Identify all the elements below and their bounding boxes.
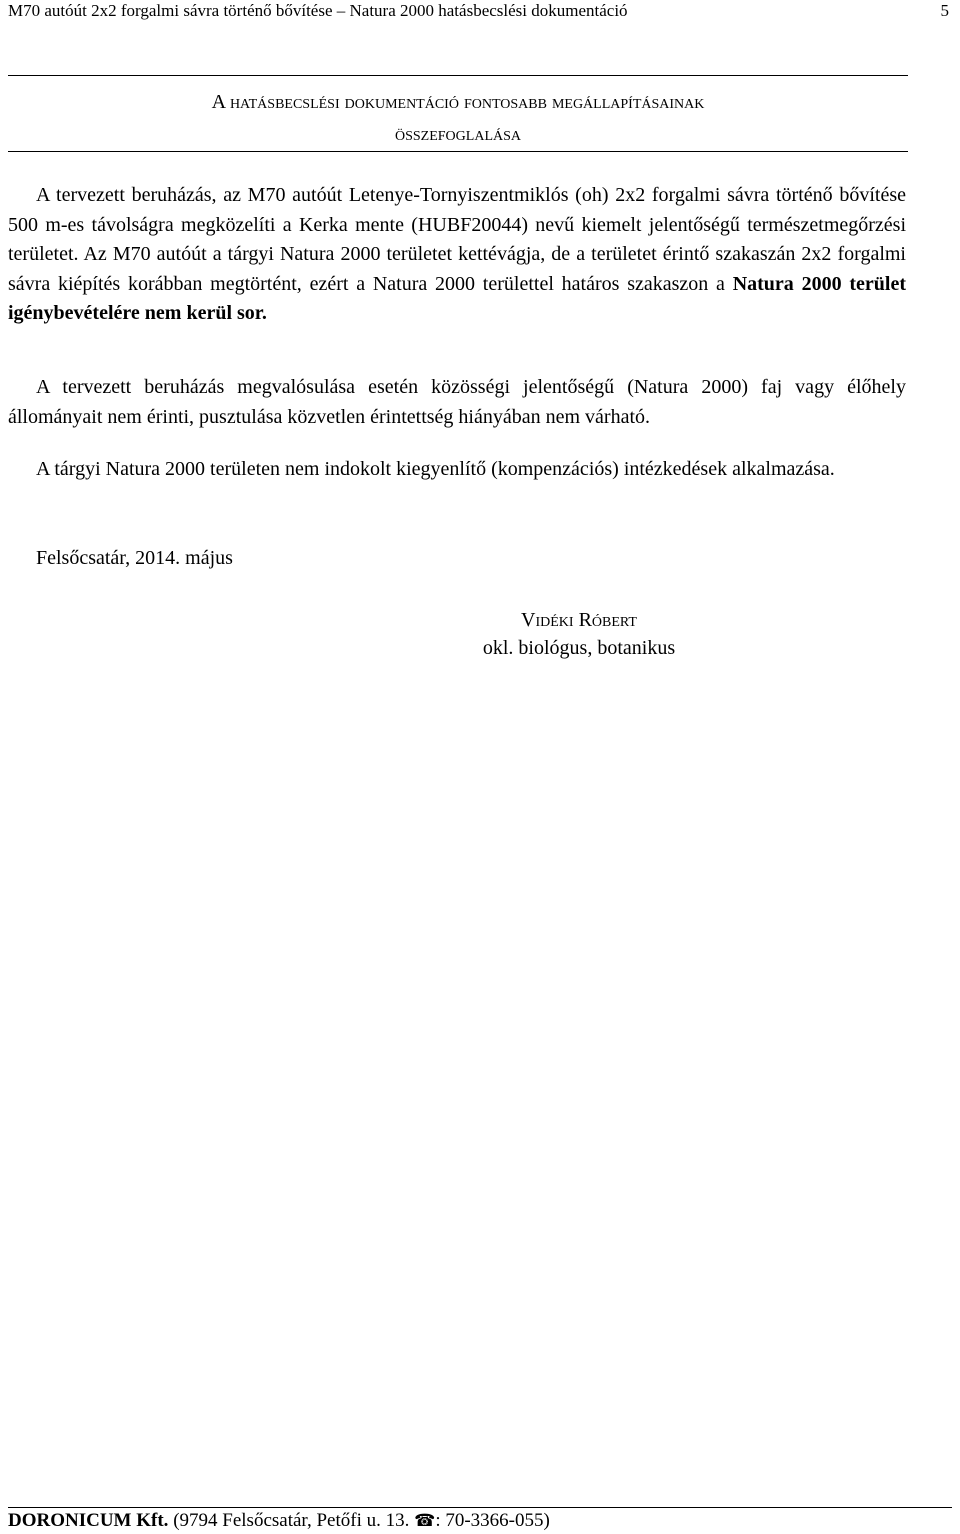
page-number: 5: [940, 1, 949, 20]
summary-paragraph-1: [8, 181, 906, 329]
page-header: [8, 0, 952, 24]
section-title-line-2: összefoglalása: [394, 123, 521, 145]
footer-company: DORONICUM Kft.: [8, 1510, 169, 1531]
paragraph-1-text: A tervezett beruházás, az M70 autóút Letenye-Tornyiszentmiklós (oh) 2x2 forgalmi sávra történő bővítése 500 m-es távolságra megközelíti a Kerka mente (HUBF20044) nevű kiemelt jelentőségű természetmegőrzési területet. Az M70 autóút a tárgyi Natura 2000 területet kettévágja, de a területet érintő szakaszán 2x2 forgalmi sávra kiépítés korábban megtörtént, ezért a Natura 2000 területtel határos szakaszon a: [8, 184, 906, 295]
paragraph-3-text: A tárgyi Natura 2000 területen nem indokolt kiegyenlítő (kompenzációs) intézkedések alkalmazása.: [36, 458, 835, 480]
summary-paragraph-3: [8, 455, 906, 485]
signatory-name: Vidéki Róbert: [521, 609, 637, 631]
footer-address: (9794 Felsőcsatár, Petőfi u. 13.: [173, 1510, 410, 1531]
section-top-rule: [8, 75, 908, 76]
header-title: M70 autóút 2x2 forgalmi sávra történő bővítése – Natura 2000 hatásbecslési dokumentáció: [8, 1, 628, 20]
footer-phone: : 70-3366-055): [435, 1510, 550, 1531]
section-title-line-1: A hatásbecslési dokumentáció fontosabb megállapításainak: [211, 91, 705, 113]
summary-paragraph-2: [8, 373, 906, 432]
telephone-icon: ☎: [414, 1511, 436, 1530]
paragraph-1-content: [8, 181, 906, 329]
page-footer: [8, 1509, 952, 1533]
place-date: Felsőcsatár, 2014. május: [36, 547, 233, 569]
footer-rule: [8, 1507, 952, 1508]
signatory-role: okl. biológus, botanikus: [482, 637, 676, 659]
section-title: [8, 86, 908, 150]
section-bottom-rule: [8, 151, 908, 152]
paragraph-2-text: A tervezett beruházás megvalósulása esetén közösségi jelentőségű (Natura 2000) faj vagy élőhely állományait nem érinti, pusztulása közvetlen érintettség hiányában nem várható.: [8, 376, 906, 428]
paragraph-1-bold-conclusion: Natura 2000 terület igénybevételére nem kerül sor.: [8, 272, 906, 324]
